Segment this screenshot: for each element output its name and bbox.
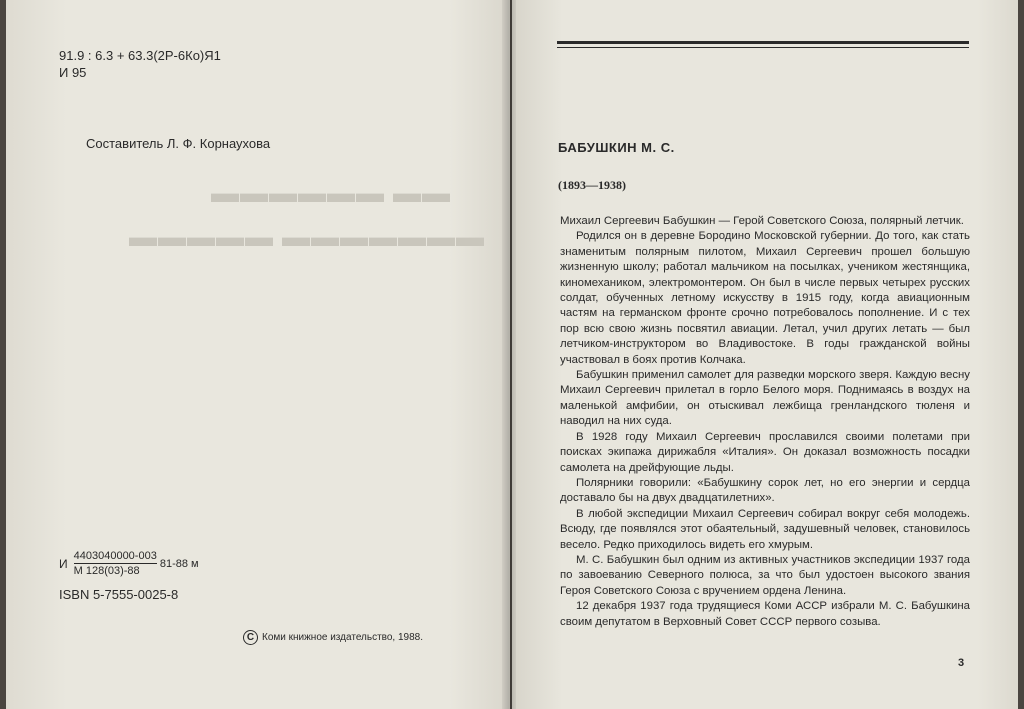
top-rule-thin	[557, 47, 969, 48]
classification-line-2: И 95	[59, 65, 87, 80]
left-page	[6, 0, 510, 709]
paragraph: 12 декабря 1937 года трудящиеся Коми АССР избрали М. С. Бабушкина своим депутатом в Верховный Совет СССР первого созыва.	[560, 600, 970, 628]
article-body	[560, 214, 970, 630]
paragraph: Полярники говорили: «Бабушкину сорок лет, но его энергии и сердца доставало бы на двух двадцатилетних».	[560, 476, 970, 505]
article-heading: БАБУШКИН М. С.	[558, 140, 675, 155]
code-letter: И	[59, 556, 68, 571]
show-through-title-2: ▬▬▬▬▬▬▬ ▬▬▬▬▬	[128, 222, 484, 253]
copyright-line	[243, 630, 423, 645]
code-numerator: 4403040000-003	[73, 550, 157, 562]
code-denominator: М 128(03)-88	[73, 565, 140, 577]
paragraph: М. С. Бабушкин был одним из активных участников экспедиции 1937 года по завоеванию Северного полюса, за что был удостоен высокого звания Героя Советского Союза с вручением ордена Ленина.	[560, 553, 970, 597]
code-suffix: 81-88 м	[159, 557, 199, 570]
article-years: (1893—1938)	[558, 178, 626, 192]
copyright-icon: С	[243, 630, 258, 645]
show-through-title-1: ▬▬ ▬▬▬▬▬▬	[210, 178, 450, 209]
book-gutter	[502, 0, 516, 709]
classification-code	[59, 47, 221, 81]
page-number: 3	[958, 657, 965, 669]
paragraph: Михаил Сергеевич Бабушкин — Герой Советского Союза, полярный летчик.	[560, 215, 964, 227]
copyright-text: Коми книжное издательство, 1988.	[262, 632, 424, 643]
classification-line-1: 91.9 : 6.3 + 63.3(2Р-6Ко)Я1	[59, 48, 221, 63]
code-fraction	[74, 550, 157, 577]
isbn: ISBN 5-7555-0025-8	[59, 587, 179, 602]
publication-code	[59, 550, 199, 577]
paragraph: Бабушкин применил самолет для разведки морского зверя. Каждую весну Михаил Сергеевич прилетал в горло Белого моря. Поднимаясь в воздух на маленькой амфибии, он отыскивал лежбища гренландского тюленя и наводил на них суда.	[560, 369, 970, 428]
top-rule-thick	[557, 41, 969, 44]
paragraph: Родился он в деревне Бородино Московской губернии. До того, как стать знаменитым полярным пилотом, Михаил Сергеевич прошел большую жизненную школу; работал мальчиком на посылках, учеником жестянщика, киномехаником, электромонтером. Он был в числе первых четырех русских солдат, обученных летному искусству в 1915 году, когда авиационным частям на германском фронте срочно потребовалось пополнение. И с тех пор всю свою жизнь посвятил авиации. Летал, учил других летать — был летчиком-инструктором во Владивостоке. В годы гражданской войны участвовал в боях против Колчака.	[560, 230, 970, 366]
compiler-credit: Составитель Л. Ф. Корнаухова	[86, 136, 271, 151]
paragraph: В любой экспедиции Михаил Сергеевич собирал вокруг себя молодежь. Всюду, где появлялся этот обаятельный, задушевный человек, становилось весело. Редко приходилось видеть его хмурым.	[560, 507, 970, 551]
paragraph: В 1928 году Михаил Сергеевич прославился своими полетами при поисках экипажа дирижабля «Италия». Он доказал возможность посадки самолета на дрейфующие льды.	[560, 430, 970, 474]
